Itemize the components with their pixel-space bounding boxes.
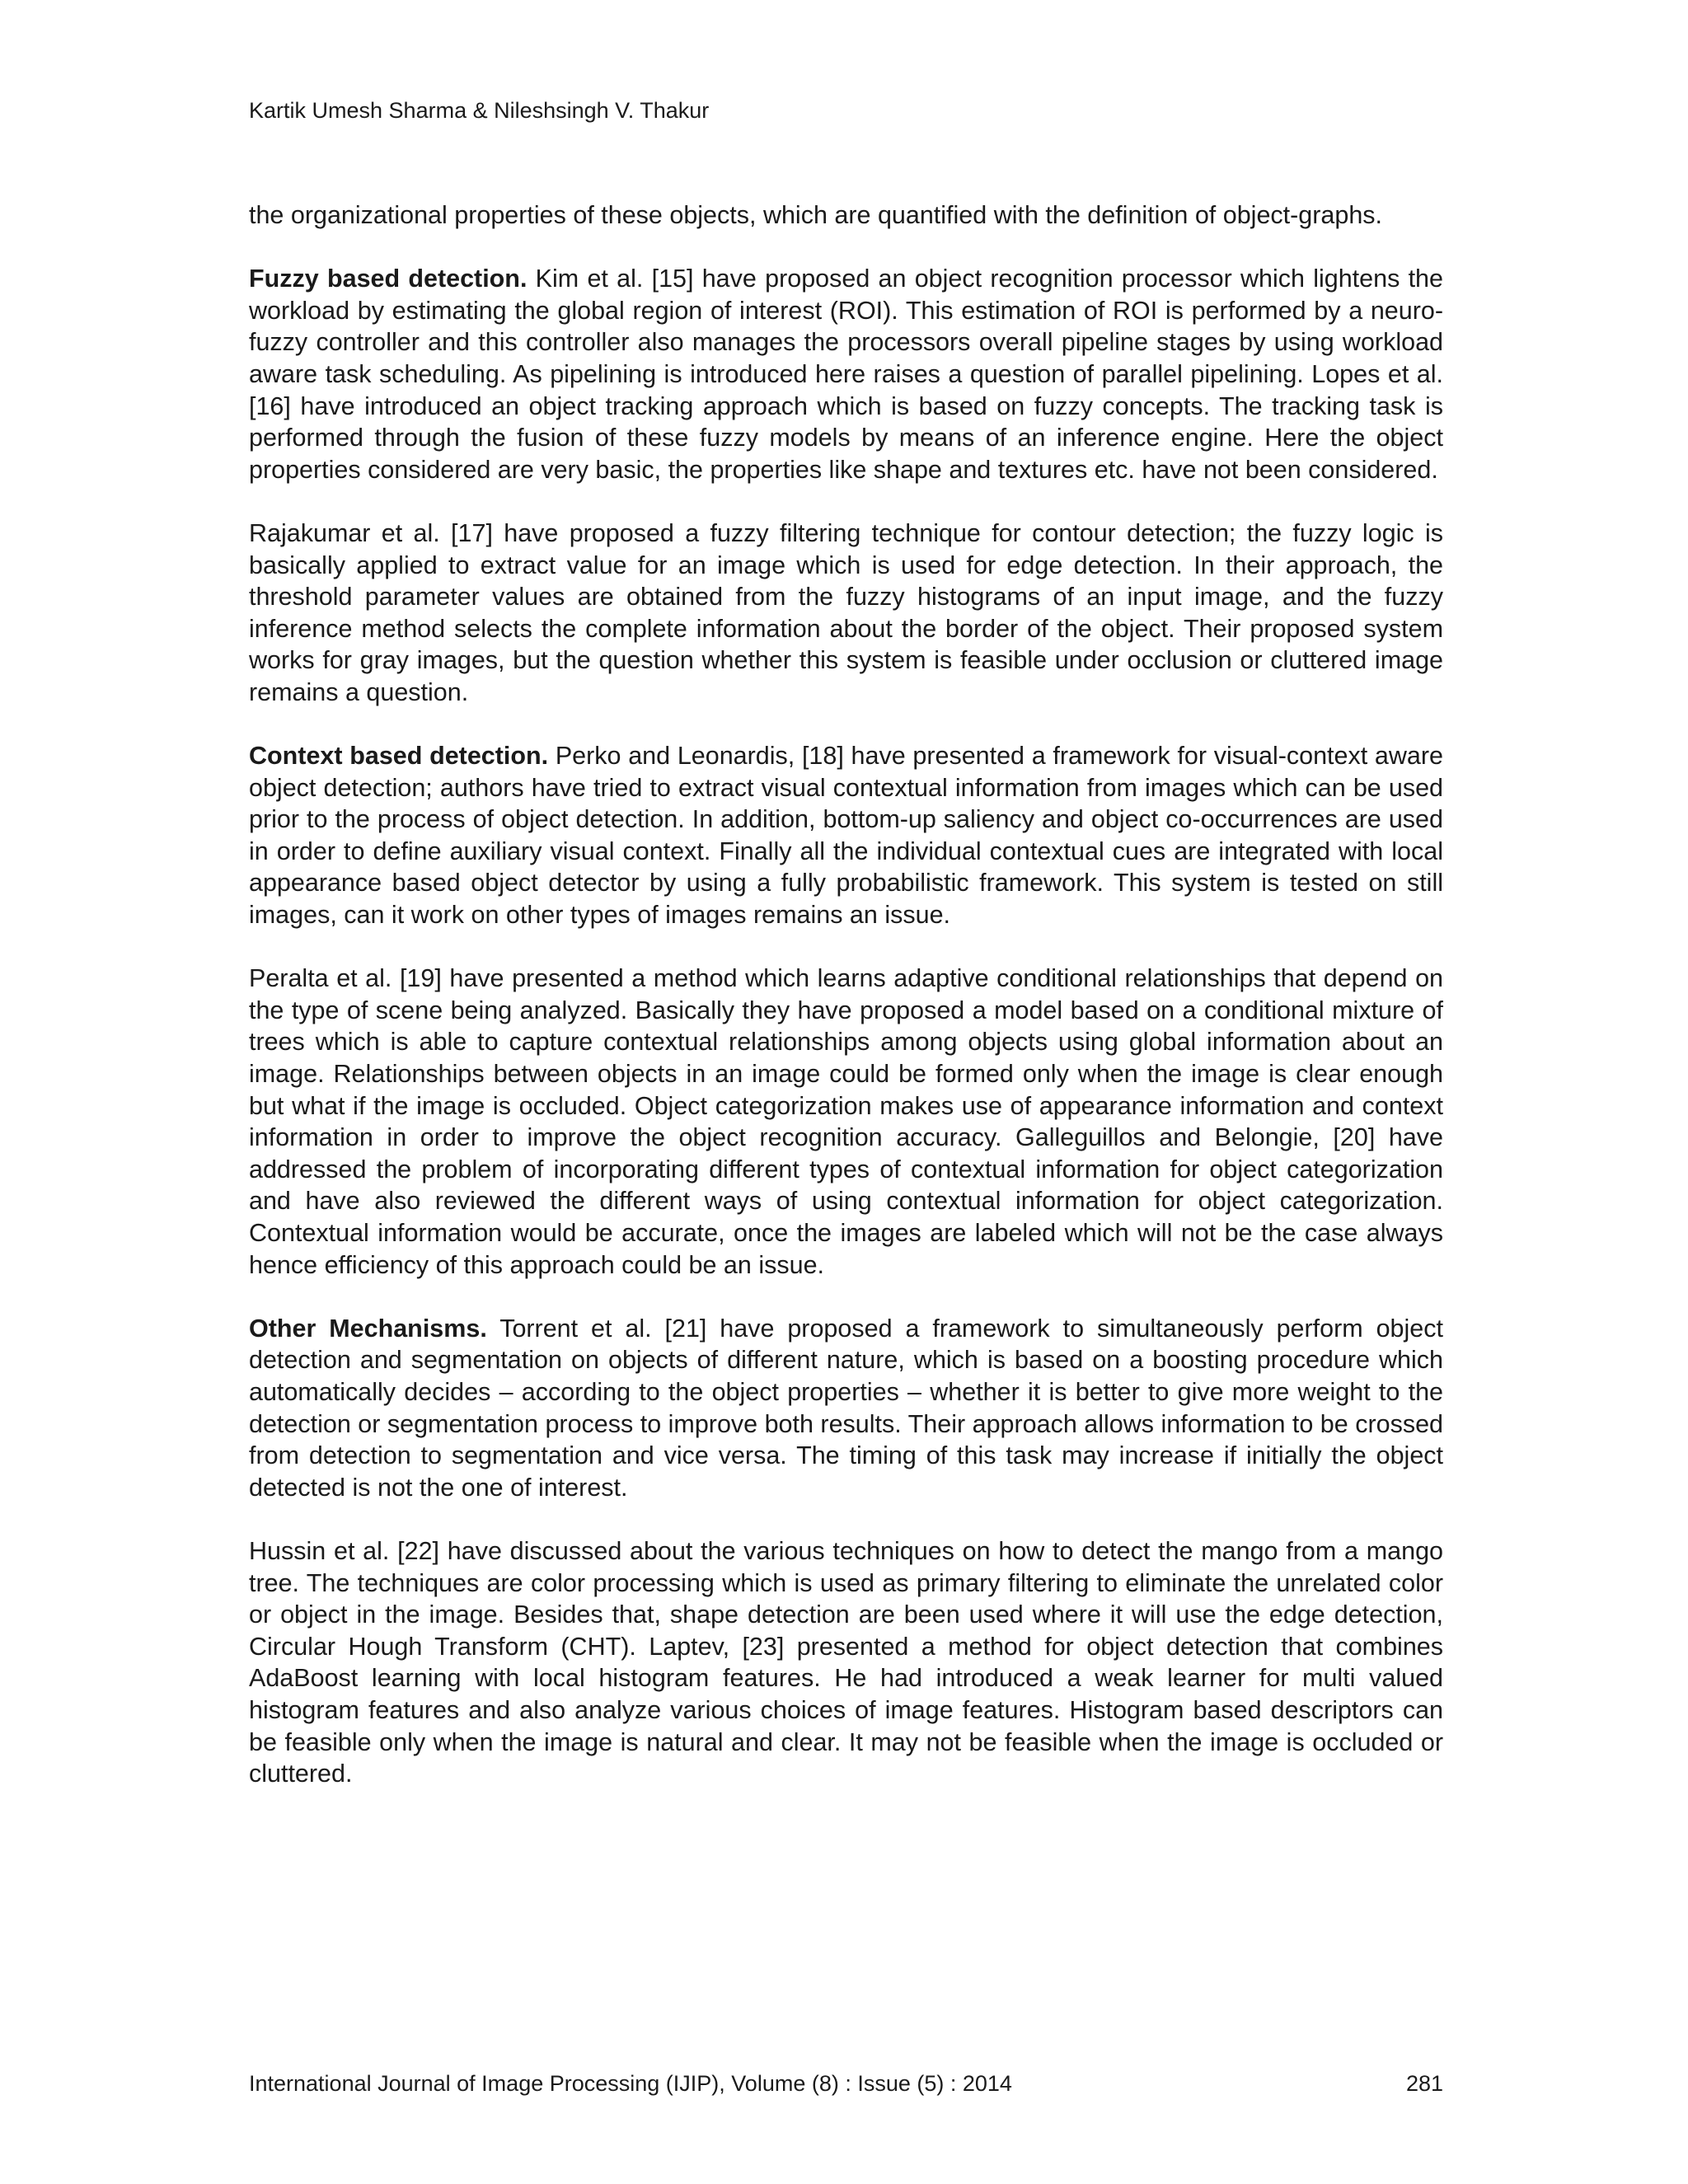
- section-heading-context: Context based detection.: [249, 742, 549, 771]
- paragraph-text: Rajakumar et al. [17] have proposed a fuzzy filtering technique for contour detection; the fuzzy logic is basically applied to extract value for an image which is used for edge detection. In their approach, the threshold parameter values are obtained from the fuzzy histograms of an input image, and the fuzzy inference method selects the complete information about the border of the object. Their proposed system works for gray images, but the question whether this system is feasible under occlusion or cluttered image remains a question.: [249, 518, 1443, 706]
- running-footer: [249, 2069, 1443, 2098]
- paragraph-other-mechanisms: [249, 1313, 1443, 1504]
- paragraph-text: Torrent et al. [21] have proposed a framework to simultaneously perform object detection and segmentation on objects of different nature, which is based on a boosting procedure which automatically decides – according to the object properties – whether it is better to give more weight to the detection or segmentation process to improve both results. Their approach allows information to be crossed from detection to segmentation and vice versa. The timing of this task may increase if initially the object detected is not the one of interest.: [249, 1314, 1443, 1502]
- paragraph-text: Hussin et al. [22] have discussed about the various techniques on how to detect the mango from a mango tree. The techniques are color processing which is used as primary filtering to eliminate the unrelated color or object in the image. Besides that, shape detection are been used where it will use the edge detection, Circular Hough Transform (CHT). Laptev, [23] presented a method for object detection that combines AdaBoost learning with local histogram features. He had introduced a weak learner for multi valued histogram features and also analyze various choices of image features. Histogram based descriptors can be feasible only when the image is natural and clear. It may not be feasible when the image is occluded or cluttered.: [249, 1536, 1443, 1788]
- paragraph-text: Peralta et al. [19] have presented a method which learns adaptive conditional relationships that depend on the type of scene being analyzed. Basically they have proposed a model based on a conditional mixture of trees which is able to capture contextual relationships among objects using global information about an image. Relationships between objects in an image could be formed only when the image is clear enough but what if the image is occluded. Object categorization makes use of appearance information and context information in order to improve the object recognition accuracy. Galleguillos and Belongie, [20] have addressed the problem of incorporating different types of contextual information for object categorization and have also reviewed the different ways of using contextual information for object categorization. Contextual information would be accurate, once the images are labeled which will not be the case always hence efficiency of this approach could be an issue.: [249, 964, 1443, 1279]
- paragraph-text: Kim et al. [15] have proposed an object recognition processor which lightens the workload by estimating the global region of interest (ROI). This estimation of ROI is performed by a neuro-fuzzy controller and this controller also manages the processors overall pipeline stages by using workload aware task scheduling. As pipelining is introduced here raises a question of parallel pipelining. Lopes et al. [16] have introduced an object tracking approach which is based on fuzzy concepts. The tracking task is performed through the fusion of these fuzzy models by means of an inference engine. Here the object properties considered are very basic, the properties like shape and textures etc. have not been considered.: [249, 265, 1443, 484]
- page-number: 281: [1405, 2071, 1443, 2096]
- paragraph-text: Perko and Leonardis, [18] have presented a framework for visual-context aware object detection; authors have tried to extract visual contextual information from images which can be used prior to the process of object detection. In addition, bottom-up saliency and object co-occurrences are used in order to define auxiliary visual context. Finally all the individual contextual cues are integrated with local appearance based object detector by using a fully probabilistic framework. This system is tested on still images, can it work on other types of images remains an issue.: [249, 742, 1443, 930]
- section-heading-other: Other Mechanisms.: [249, 1314, 487, 1343]
- paragraph-continued-object-graphs: [249, 199, 1443, 232]
- running-header: Kartik Umesh Sharma & Nileshsingh V. Thakur: [249, 98, 710, 123]
- paragraph-context-based-detection: [249, 740, 1443, 931]
- paragraph-fuzzy-based-detection: [249, 263, 1443, 485]
- paragraph-text: the organizational properties of these objects, which are quantified with the definition of object-graphs.: [249, 201, 1383, 229]
- paragraph-hussin: [249, 1535, 1443, 1790]
- paragraph-rajakumar: [249, 518, 1443, 709]
- body-text: [249, 199, 1443, 1821]
- journal-citation: International Journal of Image Processing (IJIP), Volume (8) : Issue (5) : 2014: [249, 2071, 1012, 2096]
- section-heading-fuzzy: Fuzzy based detection.: [249, 265, 528, 293]
- paragraph-peralta: [249, 963, 1443, 1281]
